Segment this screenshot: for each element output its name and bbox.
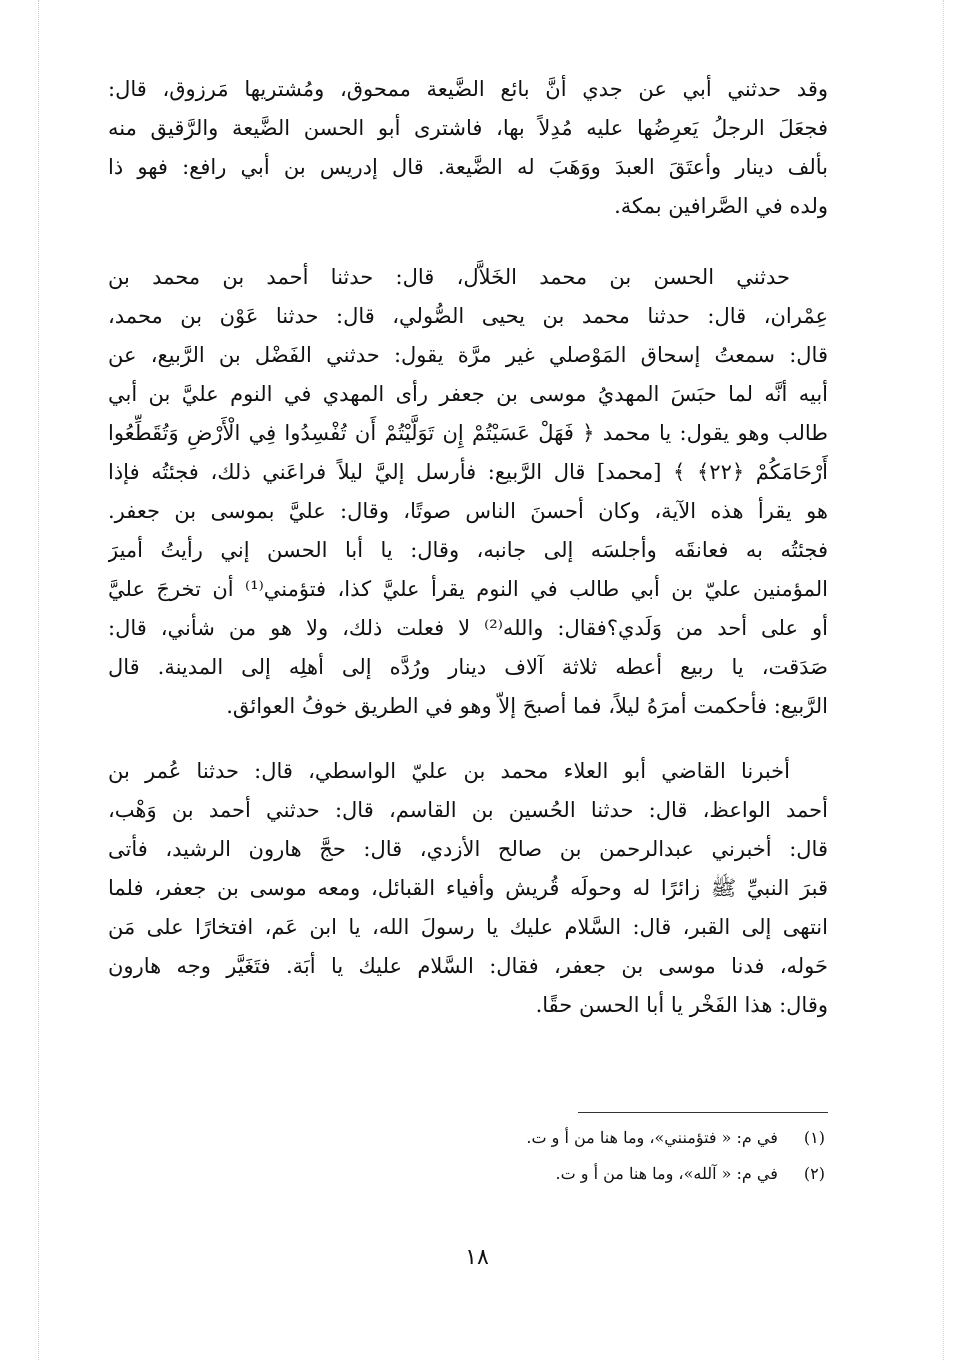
text-line: حَوله، فدنا موسى بن جعفر، فقال: السَّلام عليك يا أبَة. فتَغَيَّر وجه هارون [108, 954, 828, 978]
footnote-divider [578, 1112, 828, 1113]
text-line: فجئتُه به فعانقَه وأجلسَه إلى جانبه، وقال: يا أبا الحسن إني رأيتُ أميرَ [108, 538, 828, 562]
text-line: المؤمنين عليّ بن أبي طالب في النوم يقرأ عليَّ كذا، فتؤمني⁽¹⁾ أن تخرجَ عليَّ [108, 577, 828, 601]
paragraph-2 [108, 258, 828, 726]
text-line: قال: سمعتُ إسحاق المَوْصلي غير مرَّة يقول: حدثني الفَضْل بن الرَّبيع، عن [108, 343, 828, 367]
text-line: بألف دينار وأعتَقَ العبدَ ووَهَبَ له الضَّيعة. قال إدريس بن أبي رافع: فهو ذا [108, 155, 828, 179]
text-line: الرَّبيع: فأحكمت أمرَهُ ليلاً، فما أصبحَ إلاّ وهو في الطريق خوفُ العوائق. [226, 694, 828, 718]
text-line: هو يقرأ هذه الآية، وكان أحسنَ الناس صوتًا، وقال: عليَّ بموسى بن جعفر. [108, 499, 828, 523]
footnote-2 [300, 1156, 825, 1192]
text-line: أبيه أنَّه لما حبَسَ المهديُ موسى بن جعفر رأى المهدي في النوم عليَّ بن أبي [108, 382, 828, 406]
footnote-text: في م: « فتؤمنني»، وما هنا من أ و ت. [526, 1128, 778, 1147]
quran-verse-line: طالب وهو يقول: يا محمد ﴿ فَهَلْ عَسَيْتُمْ إِن تَوَلَّيْتُمْ أَن تُفْسِدُوا فِي الْأَرْضِ وَتُقَطِّعُوا [108, 421, 828, 445]
paragraph-3 [108, 752, 828, 1025]
footnote-text: في م: « آلله»، وما هنا من أ و ت. [555, 1164, 778, 1183]
footnote-number: (١) [803, 1128, 825, 1147]
paragraph-1 [108, 70, 828, 226]
quran-verse-line: أَرْحَامَكُمْ ﴿٢٢﴾ ﴾ [محمد] قال الرَّبيع: فأرسل إليَّ ليلاً فراعَني ذلك، فجئتُه فإذا [108, 460, 828, 484]
footnotes [300, 1120, 825, 1192]
text-line: وقد حدثني أبي عن جدي أنَّ بائع الضَّيعة ممحوق، ومُشتريها مَرزوق، قال: [108, 77, 828, 101]
text-line: ولده في الصَّرافين بمكة. [614, 194, 828, 218]
text-line: حدثني الحسن بن محمد الخَلاَّل، قال: حدثنا أحمد بن محمد بن [108, 265, 790, 289]
text-line: أخبرنا القاضي أبو العلاء محمد بن عليّ الواسطي، قال: حدثنا عُمر بن [108, 759, 790, 783]
text-line: قال: أخبرني عبدالرحمن بن صالح الأزدي، قال: حجَّ هارون الرشيد، فأتى [108, 837, 828, 861]
text-line: عِمْران، قال: حدثنا محمد بن يحيى الصُّولي، قال: حدثنا عَوْن بن محمد، [108, 304, 828, 328]
text-line: صَدَقت، يا ربيع أعطه ثلاثة آلاف دينار ورُدَّه إلى أهلِه إلى المدينة. قال [108, 655, 828, 679]
text-line: انتهى إلى القبر، قال: السَّلام عليك يا رسولَ الله، يا ابن عَم، افتخارًا على مَن [108, 915, 828, 939]
scan-edge-left [38, 0, 39, 1360]
text-line: أحمد الواعظ، قال: حدثنا الحُسين بن القاسم، قال: حدثني أحمد بن وَهْب، [108, 798, 828, 822]
text-line: فجعَلَ الرجلُ يَعرِضُها عليه مُدِلاً بها، فاشترى أبو الحسن الضَّيعة والرَّقيق منه [108, 116, 828, 140]
footnote-number: (٢) [803, 1164, 825, 1183]
text-line: وقال: هذا الفَخْر يا أبا الحسن حقًا. [535, 993, 828, 1017]
scan-edge-right [943, 0, 944, 1360]
text-line: أو على أحد من وَلَدي؟فقال: والله⁽²⁾ لا فعلت ذلك، ولا هو من شأني، قال: [108, 616, 828, 640]
text-line: قبرَ النبيِّ ﷺ زائرًا له وحولَه قُريش وأفياء القبائل، ومعه موسى بن جعفر، فلما [108, 876, 828, 900]
footnote-1 [300, 1120, 825, 1156]
page-number: ١٨ [465, 1245, 489, 1270]
